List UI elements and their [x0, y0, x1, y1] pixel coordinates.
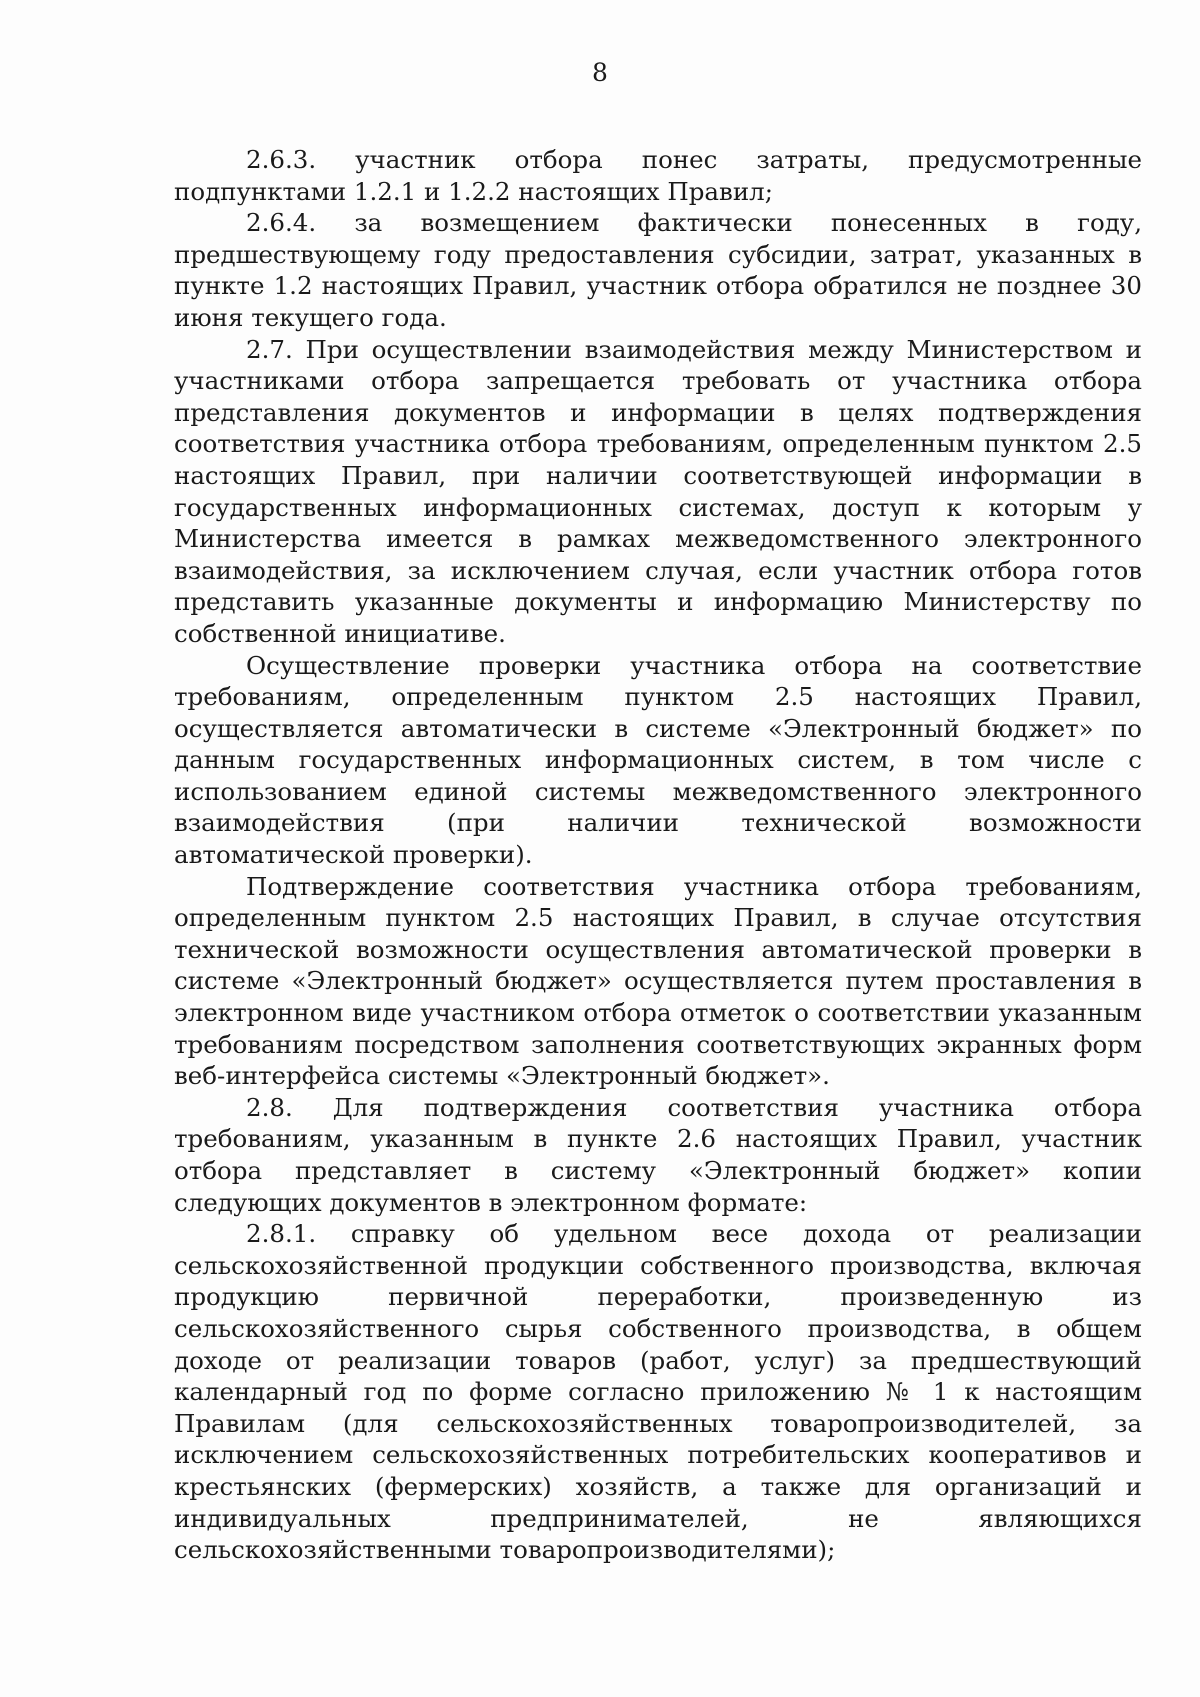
paragraph-2-8: 2.8. Для подтверждения соответствия участника отбора требованиям, указанным в пункте 2.6 настоящих Правил, участник отбора представляет в систему «Электронный бюджет» копии следующих документов в электронном формате: [174, 1092, 1142, 1217]
document-body [174, 144, 1142, 1566]
paragraph-2-7: 2.7. При осуществлении взаимодействия между Министерством и участниками отбора запрещается требовать от участника отбора представления документов и информации в целях подтверждения соответствия участника отбора требованиям, определенным пунктом 2.5 настоящих Правил, при наличии соответствующей информации в государственных информационных системах, доступ к которым у Министерства имеется в рамках межведомственного электронного взаимодействия, за исключением случая, если участник отбора готов представить указанные документы и информацию Министерству по собственной инициативе. [174, 334, 1142, 648]
paragraph-confirmation: Подтверждение соответствия участника отбора требованиям, определенным пунктом 2.5 настоящих Правил, в случае отсутствия технической возможности осуществления автоматической проверки в системе «Электронный бюджет» осуществляется путем проставления в электронном виде участником отбора отметок о соответствии указанным требованиям посредством заполнения соответствующих экранных форм веб-интерфейса системы «Электронный бюджет». [174, 871, 1142, 1091]
paragraph-2-6-3: 2.6.3. участник отбора понес затраты, предусмотренные подпунктами 1.2.1 и 1.2.2 настоящих Правил; [174, 145, 1142, 206]
paragraph-automatic-check: Осуществление проверки участника отбора на соответствие требованиям, определенным пунктом 2.5 настоящих Правил, осуществляется автоматически в системе «Электронный бюджет» по данным государственных информационных систем, в том числе с использованием единой системы межведомственного электронного взаимодействия (при наличии технической возможности автоматической проверки). [174, 650, 1142, 870]
page-number: 8 [592, 58, 608, 87]
paragraph-2-6-4: 2.6.4. за возмещением фактически понесенных в году, предшествующему году предоставления субсидии, затрат, указанных в пункте 1.2 настоящих Правил, участник отбора обратился не позднее 30 июня текущего года. [174, 208, 1142, 332]
paragraph-2-8-1: 2.8.1. справку об удельном весе дохода от реализации сельскохозяйственной продукции собственного производства, включая продукцию первичной переработки, произведенную из сельскохозяйственного сырья собственного производства, в общем доходе от реализации товаров (работ, услуг) за предшествующий календарный год по форме согласно приложению № 1 к настоящим Правилам (для сельскохозяйственных товаропроизводителей, за исключением сельскохозяйственных потребительских кооперативов и крестьянских (фермерских) хозяйств, а также для организаций и индивидуальных предпринимателей, не являющихся сельскохозяйственными товаропроизводителями); [174, 1219, 1142, 1565]
